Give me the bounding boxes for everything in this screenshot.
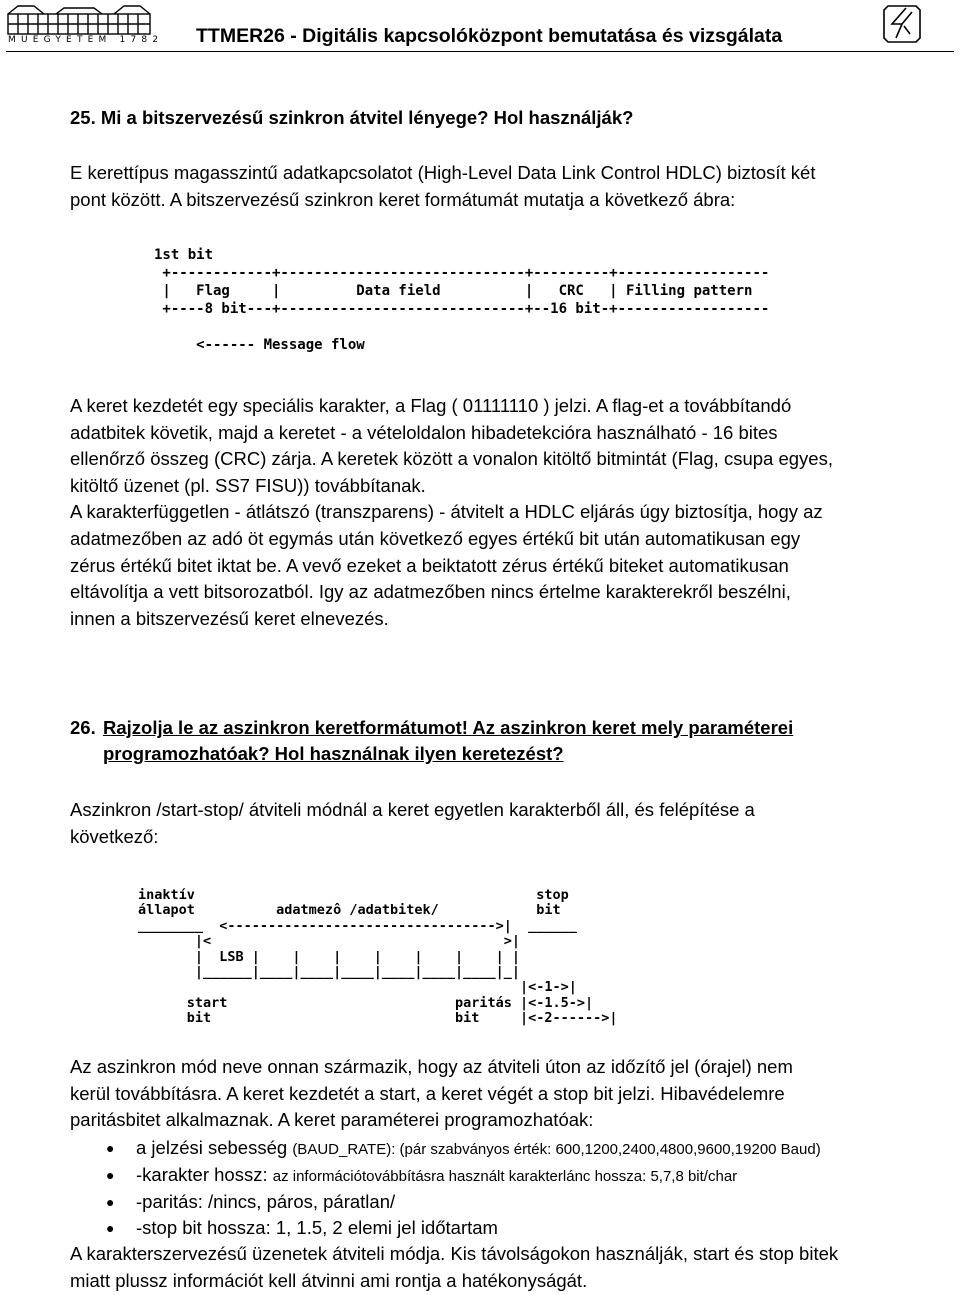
diagram-line: | LSB | | | | | | | | xyxy=(138,948,521,965)
text-line: E kerettípus magasszintű adatkapcsolatot (High-Level Data Link Control HDLC) biztosít két xyxy=(70,162,816,183)
diagram-line: |______|____|____|____|____|____|____|_| xyxy=(138,964,521,981)
text-line: következő: xyxy=(70,825,159,847)
diagram-line: <------ Message flow xyxy=(154,337,365,353)
text-line: zérus értékű bitet iktat be. A vevő ezeket a beiktatott zérus értékű biteket automatikusan xyxy=(70,554,789,576)
bullet-icon: ● xyxy=(106,1140,115,1156)
bullet-detail-text: az információtovábbításra használt karakterlánc hossza: 5,7,8 bit/char xyxy=(272,1168,738,1185)
text-line: Az aszinkron mód neve onnan származik, hogy az átviteli úton az időzítő jel (órajel) nem xyxy=(70,1056,793,1077)
bullet-main-text: -karakter hossz: xyxy=(136,1164,273,1185)
question-26-number: 26. xyxy=(70,717,96,738)
diagram-line: |<-1->| xyxy=(138,979,577,996)
bullet-detail-text: (BAUD_RATE): (pár szabványos érték: 600,1200,2400,4800,9600,19200 Baud) xyxy=(292,1141,821,1158)
question-26-intro xyxy=(70,797,930,850)
question-25-body xyxy=(70,393,930,632)
diagram-line: +------------+-----------------------------+---------+------------------ xyxy=(154,265,770,281)
diagram-line: |< >| xyxy=(138,933,521,950)
text-line: adatbitek követik, majd a keretet - a vételoldalon hibadetekcióra használható - 16 bites xyxy=(70,421,778,443)
diagram-line: 1st bit xyxy=(154,247,214,263)
text-line: kitöltő üzenet (pl. SS7 FISU)) továbbítanak. xyxy=(70,474,426,496)
text-line: paritásbitet alkalmaznak. A keret paraméterei programozhatóak: xyxy=(70,1109,594,1131)
bullet-icon: ● xyxy=(106,1194,115,1210)
question-26-body xyxy=(70,1054,930,1134)
text-line: innen a bitszervezésű keret elnevezés. xyxy=(70,607,389,629)
diagram-line: inaktív stop xyxy=(138,887,569,903)
bullet-main-text: -paritás: /nincs, páros, páratlan/ xyxy=(136,1191,396,1212)
diagram-line: bit bit |<-2------>| xyxy=(138,1010,618,1027)
document-title: TTMER26 - Digitális kapcsolóközpont bemutatása és vizsgálata xyxy=(196,25,783,47)
bullet-icon: ● xyxy=(106,1167,115,1183)
bullet-main-text: a jelzési sebesség xyxy=(136,1137,293,1158)
bullet-main-text: -stop bit hossza: 1, 1.5, 2 elemi jel időtartam xyxy=(136,1217,498,1238)
text-line: Aszinkron /start-stop/ átviteli módnál a keret egyetlen karakterből áll, és felépítése a xyxy=(70,799,755,820)
question-26-title-line2: programozhatóak? Hol használnak ilyen keretezést? xyxy=(103,743,564,764)
lightning-logo-icon xyxy=(880,2,924,44)
text-line: eltávolítja a vett bitsorozatból. Igy az adatmezőben nincs értelme karakterekről beszélni, xyxy=(70,581,791,603)
async-frame-diagram xyxy=(138,888,618,1027)
text-line: adatmezőben az adó öt egymás után következő egyes értékű bit után automatikusan egy xyxy=(70,527,801,549)
text-line: A karakterszervezésű üzenetek átviteli módja. Kis távolságokon használják, start és stop bitek xyxy=(70,1243,839,1264)
question-26-title-line1: Rajzolja le az aszinkron keretformátumot! Az aszinkron keret mely paraméterei xyxy=(103,717,794,738)
header-rule xyxy=(6,51,954,52)
text-line: miatt plussz információt kell átvinni ami rontja a hatékonyságát. xyxy=(70,1269,588,1291)
diagram-line: állapot adatmezô /adatbitek/ bit xyxy=(138,902,561,919)
diagram-line: start paritás |<-1.5->| xyxy=(138,994,594,1011)
question-25-intro xyxy=(70,160,930,213)
diagram-line: | Flag | Data field | CRC | Filling pattern xyxy=(154,283,753,299)
question-25-title: 25. Mi a bitszervezésű szinkron átvitel lényege? Hol használják? xyxy=(70,107,634,128)
text-line: pont között. A bitszervezésű szinkron keret formátumát mutatja a következő ábra: xyxy=(70,188,736,210)
text-line: kerül továbbításra. A keret kezdetét a start, a keret végét a stop bit jelzi. Hibavédelemre xyxy=(70,1082,785,1104)
bullet-icon: ● xyxy=(106,1220,115,1236)
diagram-line: ________ <--------------------------------->| ______ xyxy=(138,917,577,934)
hdlc-frame-diagram xyxy=(154,246,769,354)
text-line: A karakterfüggetlen - átlátszó (transzparens) - átvitelt a HDLC eljárás úgy biztosítja, hogy az xyxy=(70,501,823,523)
text-line: ellenőrző összeg (CRC) zárja. A keretek között a vonalon kitöltő bitmintát (Flag, csupa egyes, xyxy=(70,448,833,470)
text-line: A keret kezdetét egy speciális karakter, a Flag ( 01111110 ) jelzi. A flag-et a továbbítandó xyxy=(70,395,792,416)
logo-text: MŰEGYETEM 1782 xyxy=(8,35,164,45)
page-header xyxy=(0,0,960,54)
diagram-line: +----8 bit---+-----------------------------+--16 bit-+------------------ xyxy=(154,301,770,317)
question-26-closing xyxy=(70,1241,930,1294)
